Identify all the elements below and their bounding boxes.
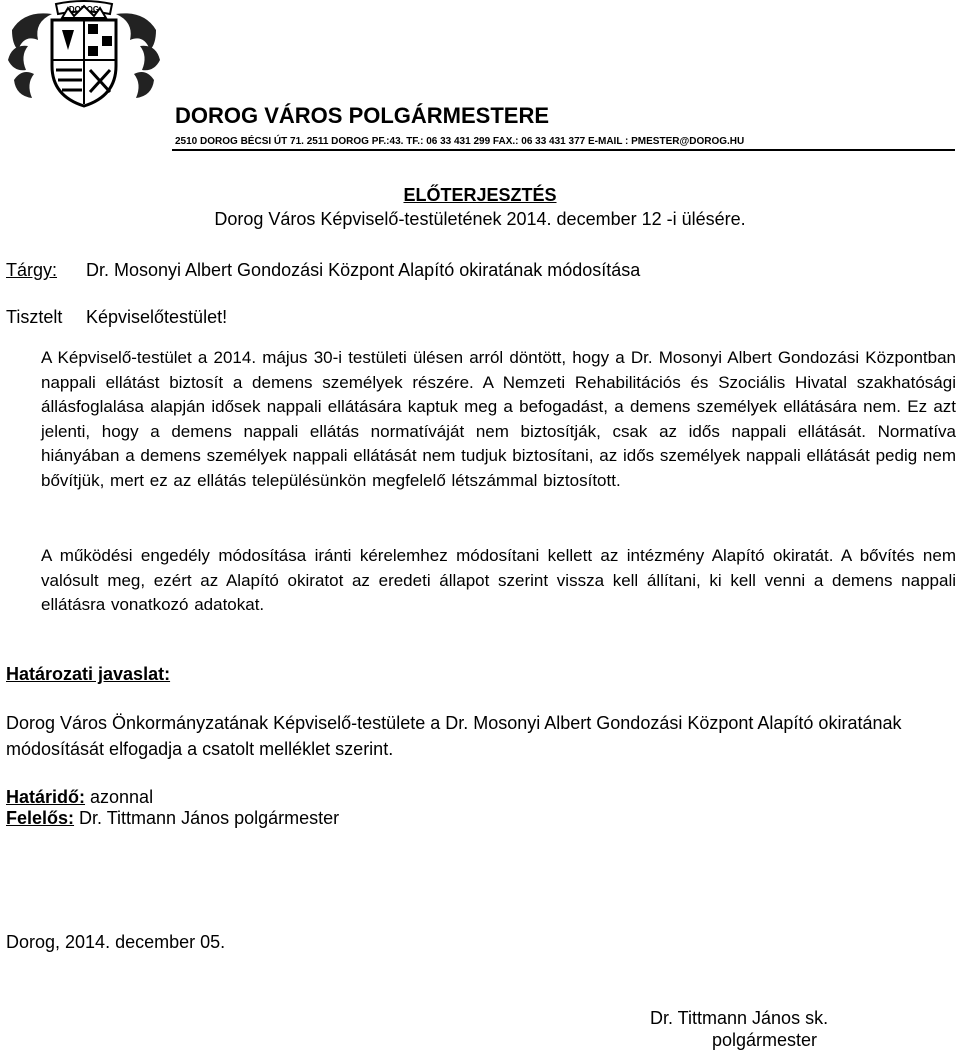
signature-title: polgármester	[712, 1030, 818, 1050]
responsible-value: Dr. Tittmann János polgármester	[74, 808, 340, 828]
responsible-line	[6, 806, 339, 830]
header-divider	[172, 149, 955, 151]
deadline-value: azonnal	[85, 787, 154, 807]
city-coat-of-arms-logo	[4, 0, 164, 108]
header-title: DOROG VÁROS POLGÁRMESTERE	[175, 103, 550, 128]
body-paragraph-2: A működési engedély módosítása iránti kérelemhez módosítani kellett az intézmény Alapító okiratát. A bővítés nem valósult meg, ezért az Alapító okiratot az eredeti állapot szerint vissza kell állítani, ki kell venni a demens nappali ellátásra vonatkozó adatokat.	[41, 546, 956, 614]
decision-text: Dorog Város Önkormányzatának Képviselő-testülete a Dr. Mosonyi Albert Gondozási Központ Alapító okiratának módosítását elfogadja a csatolt melléklet szerint.	[6, 713, 902, 759]
greeting-text: Képviselőtestület!	[86, 307, 228, 327]
signature-name: Dr. Tittmann János sk.	[650, 1008, 829, 1028]
deadline-label: Határidő:	[6, 787, 86, 807]
header-address: 2510 DOROG BÉCSI ÚT 71. 2511 DOROG PF.:43. TF.: 06 33 431 299 FAX.: 06 33 431 377 E-MAIL : PMESTER@DOROG.HU	[175, 136, 745, 147]
responsible-label: Felelős:	[6, 808, 75, 828]
decision-heading: Határozati javaslat:	[6, 664, 171, 684]
subject-text: Dr. Mosonyi Albert Gondozási Központ Alapító okiratának módosítása	[86, 260, 641, 280]
body-paragraph-1: A Képviselő-testület a 2014. május 30-i testületi ülésen arról döntött, hogy a Dr. Mosonyi Albert Gondozási Központban nappali ellátást biztosít a demens személyek részére. A Nemzeti Rehabilitációs és Szociális Hivatal szakhatósági állásfoglalása alapján idősek nappali ellátására kaptuk meg a befogadást, a demens személyek ellátására nem. Ez azt jelenti, hogy a demens nappali ellátás normatíváját nem biztosítják, csak az idős nappali ellátását. Normatíva hiányában a demens személyek nappali ellátását nem tudjuk biztosítani, az idős személyek nappali ellátását pedig nem bővítjük, mert ez az ellátás településünkön megfelelő létszámmal biztosított.	[41, 348, 956, 490]
document-date: Dorog, 2014. december 05.	[6, 932, 226, 952]
document-heading: ELŐTERJESZTÉS	[403, 185, 557, 205]
document-subheading: Dorog Város Képviselő-testületének 2014. december 12 -i ülésére.	[214, 209, 746, 229]
greeting-label: Tisztelt	[6, 307, 63, 327]
subject-label: Tárgy:	[6, 260, 58, 280]
document-title-block	[0, 184, 960, 232]
